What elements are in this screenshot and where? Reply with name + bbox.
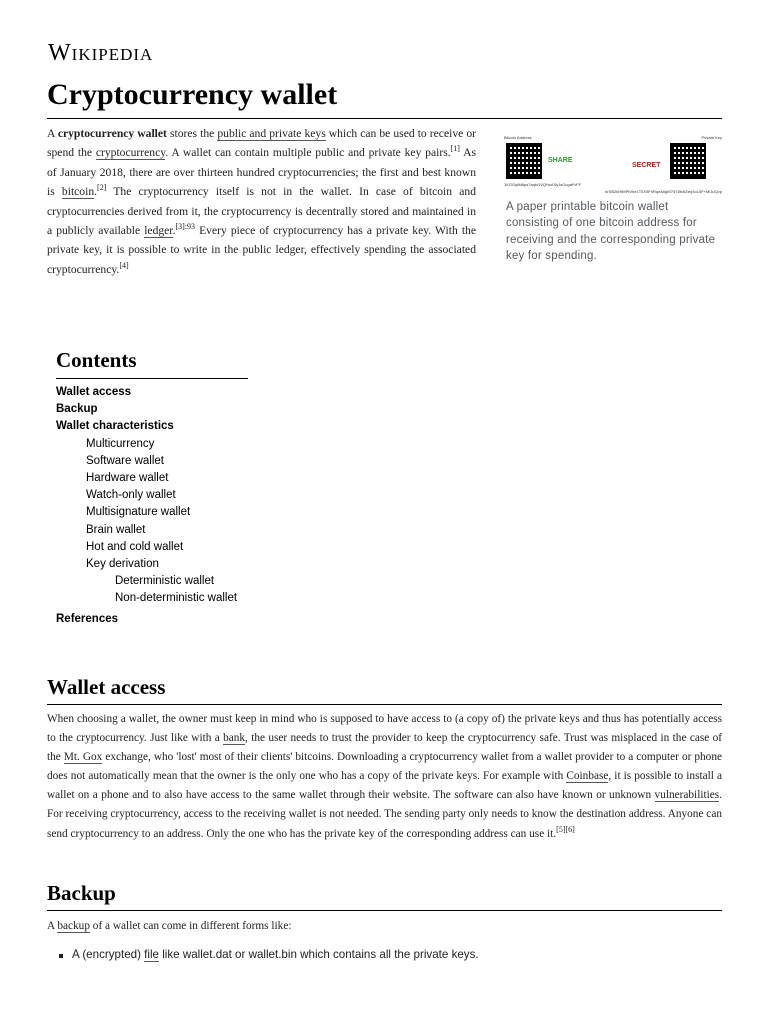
- toc-item-backup[interactable]: Backup: [56, 403, 98, 416]
- toc-item-wallet-characteristics[interactable]: Wallet characteristics: [56, 420, 174, 433]
- secret-label: SECRET: [632, 162, 661, 169]
- wallet-access-paragraph: When choosing a wallet, the owner must keep in mind who is supposed to have access to (a copy of) the private keys and thus has potentially access to the cryptocurrency. Just like with a bank, the user needs to trust the provider to keep the cryptocurrency safe. Trust was misplaced in the case of the Mt. Gox exchange, who 'lost' most of their clients' bitcoins. Downloading a cryptocurrency wallet from a wallet provider to a computer or phone does not automatically mean that the owner is the only one who has a copy of the private keys. For example with Coinbase, it is possible to install a wallet on a phone and to also have access to the same wallet through their website. The software can also have known or unknown vulnerabilities. For receiving cryptocurrency, access to the receiving wallet is not needed. The sending party only needs to know the destination address. Anyone can send cryptocurrency to an address. Only the one who has the private key of the corresponding address can use it.[5][6]: [47, 713, 723, 840]
- wikipedia-logo[interactable]: Wikipedia: [48, 40, 154, 66]
- section-divider-backup: [47, 910, 722, 911]
- link-cryptocurrency[interactable]: cryptocurrency: [95, 146, 166, 160]
- ref-5-6[interactable]: [5][6]: [556, 824, 575, 834]
- toc-item-multisignature-wallet[interactable]: Multisignature wallet: [86, 506, 191, 519]
- toc-item-watch-only-wallet[interactable]: Watch-only wallet: [86, 489, 176, 502]
- toc-item-software-wallet[interactable]: Software wallet: [86, 454, 164, 467]
- section-divider-wallet-access: [47, 704, 722, 705]
- section-heading-wallet-access: Wallet access: [47, 675, 166, 699]
- toc-item-multicurrency[interactable]: Multicurrency: [86, 437, 155, 450]
- link-file[interactable]: file: [144, 948, 159, 961]
- lead-bold-term: cryptocurrency wallet: [57, 127, 167, 140]
- share-label: SHARE: [548, 157, 573, 164]
- link-backup[interactable]: backup: [57, 920, 90, 932]
- link-bitcoin[interactable]: bitcoin: [61, 185, 95, 199]
- private-key-text: 6rSB2kHfMPtVhe1T5X5FhRqeA6gM75T8b4fZerj3oL5F+MGuQvp: [605, 189, 722, 194]
- page-title: Cryptocurrency wallet: [47, 78, 338, 111]
- backup-forms-list: [58, 948, 479, 961]
- address-qr-code-icon: [506, 143, 542, 179]
- link-bank[interactable]: bank: [223, 732, 246, 745]
- address-text: 1KGGqtM6ps7aqkt1VQHcASyJsGcgaFvFF: [504, 182, 582, 187]
- link-mt-gox[interactable]: Mt. Gox: [63, 751, 103, 764]
- ref-1[interactable]: [1]: [450, 144, 460, 154]
- toc-item-hardware-wallet[interactable]: Hardware wallet: [86, 471, 169, 484]
- paper-wallet-image[interactable]: [504, 131, 722, 193]
- section-heading-backup: Backup: [47, 881, 116, 905]
- toc-item-wallet-access[interactable]: Wallet access: [56, 386, 132, 398]
- toc-item-deterministic-wallet[interactable]: Deterministic wallet: [115, 575, 215, 588]
- backup-paragraph: A backup of a wallet can come in different forms like:: [47, 920, 292, 932]
- figure-caption: A paper printable bitcoin wallet consisting of one bitcoin address for receiving and the corresponding private key for spending.: [506, 201, 716, 262]
- lead-paragraph: A cryptocurrency wallet stores the public and private keys which can be used to receive or spend the cryptocurrency. A wallet can contain multiple public and private key pairs.[1] As of January 2018, there are over thirteen hundred cryptocurrencies; the first and best known is bitcoin.[2] The cryptocurrency itself is not in the wallet. In case of bitcoin and cryptocurrencies derived from it, the cryptocurrency is decentrally stored and maintained in a publicly available ledger.$^{[3]:93}$ Every piece of cryptocurrency has a private key. With the private key, it is possible to write in the public ledger, effectively spending the associated cryptocurrency.[4]: [47, 127, 477, 276]
- table-of-contents: [56, 384, 237, 629]
- ref-2[interactable]: [2]: [97, 183, 107, 193]
- toc-heading: Contents: [56, 348, 137, 372]
- toc-item-non-deterministic-wallet[interactable]: Non-deterministic wallet: [115, 592, 238, 605]
- toc-item-brain-wallet[interactable]: Brain wallet: [86, 523, 146, 536]
- toc-divider: [56, 378, 248, 379]
- address-label: Bitcoin Address: [504, 135, 532, 140]
- title-divider: [47, 118, 722, 119]
- list-item: A (encrypted) file like wallet.dat or wallet.bin which contains all the private keys.: [58, 948, 479, 961]
- ref-4[interactable]: [4]: [119, 260, 129, 270]
- toc-item-key-derivation[interactable]: Key derivation: [86, 557, 159, 570]
- link-vulnerabilities[interactable]: vulnerabilities: [654, 789, 720, 802]
- link-ledger[interactable]: ledger: [144, 224, 173, 238]
- toc-item-references[interactable]: References: [56, 613, 119, 626]
- paper-wallet-figure: [504, 131, 722, 264]
- link-coinbase[interactable]: Coinbase: [566, 770, 609, 783]
- link-public-private-keys[interactable]: public and private keys: [217, 127, 326, 140]
- toc-item-hot-cold-wallet[interactable]: Hot and cold wallet: [86, 540, 184, 553]
- ref-3[interactable]: [3]:93: [175, 222, 195, 232]
- private-key-label: Private Key: [701, 135, 722, 140]
- private-key-qr-code-icon: [670, 143, 706, 179]
